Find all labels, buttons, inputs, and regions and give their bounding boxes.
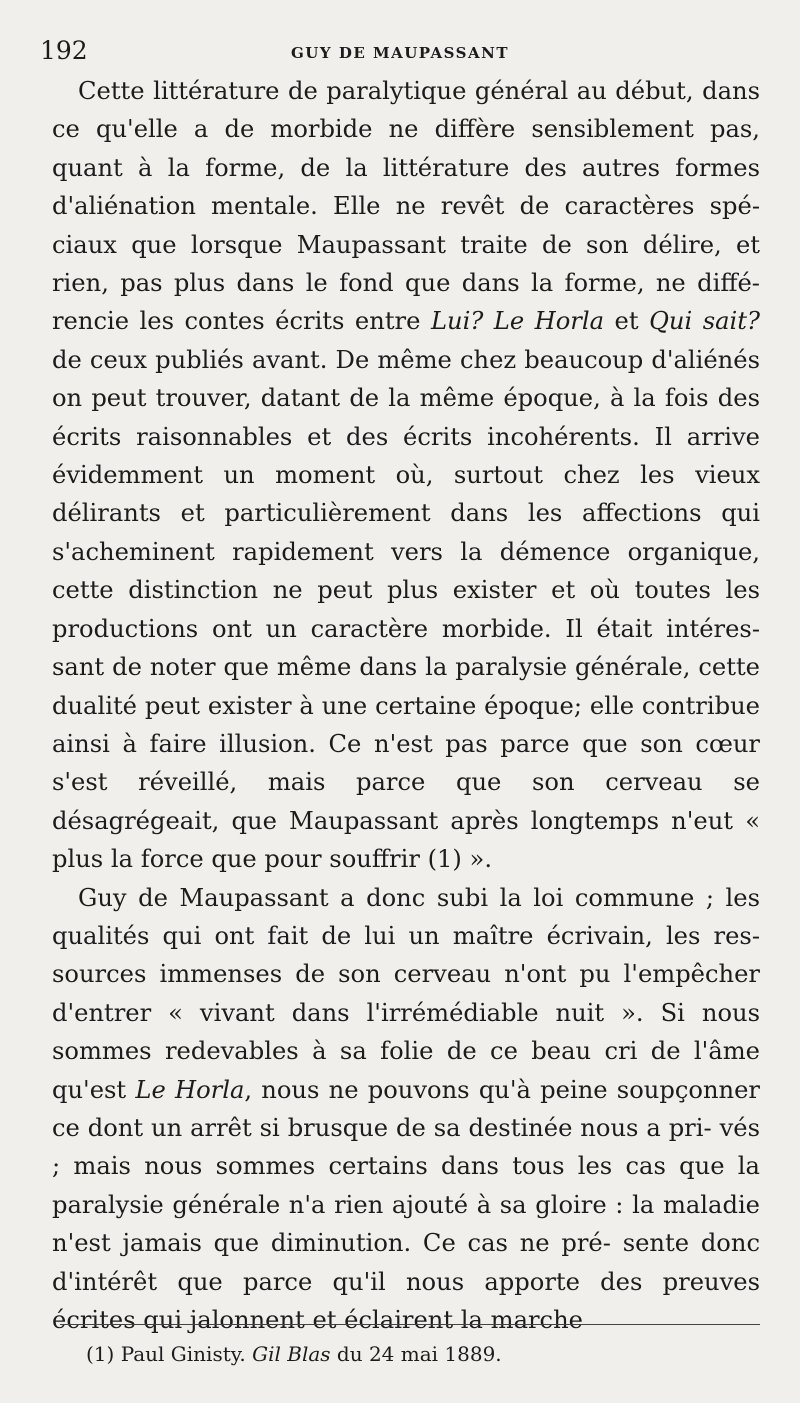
text-line: d'aliénation mentale. Elle ne revêt de caractères spé- — [52, 192, 760, 221]
italic-title-le-horla: Le Horla — [135, 1075, 245, 1104]
footnote-divider — [60, 1324, 760, 1325]
text-line: ce dont un arrêt si brusque de sa destinée nous a pri- — [52, 1113, 712, 1142]
footnote-italic-source: Gil Blas — [252, 1342, 331, 1366]
text-line: désagrégeait, que Maupassant après longtemps n'eut — [52, 806, 734, 835]
text-line: preuves écrites qui jalonnent et éclairent la marche — [52, 1267, 760, 1334]
text-line: vés ; mais nous sommes certains dans tous les cas — [52, 1113, 760, 1181]
text-run — [483, 307, 494, 335]
text-line: contribue ainsi à faire illusion. Ce n'est pas parce que — [52, 691, 760, 758]
text-line — [52, 1076, 760, 1104]
text-line: d'entrer « vivant dans l'irrémédiable nuit ». Si nous — [52, 998, 760, 1027]
text-line: de ceux publiés avant. De même chez beaucoup d'aliénés — [52, 345, 760, 374]
footnote — [86, 1342, 502, 1366]
text-line: quant à la forme, de la littérature des autres formes — [52, 153, 760, 182]
text-line — [52, 307, 760, 335]
body-text — [52, 72, 760, 1339]
text-line: dans ce qu'elle a de morbide ne diffère sensiblement pas, — [52, 77, 760, 144]
text-line: Guy de Maupassant a donc subi la loi commune ; les — [78, 883, 760, 912]
text-run: et — [604, 307, 650, 336]
text-line: qualités qui ont fait de lui un maître écrivain, les res- — [52, 921, 760, 950]
footnote-text: (1) Paul Ginisty. — [86, 1342, 253, 1366]
text-line: cette dualité peut exister à une certaine époque; elle — [52, 653, 760, 720]
running-head — [40, 32, 760, 72]
paragraph-2 — [52, 879, 760, 1340]
text-line: la maladie n'est jamais que diminution. Ce cas ne pré- — [52, 1190, 760, 1258]
italic-title-lui: Lui? — [430, 307, 484, 336]
text-line: ciaux que lorsque Maupassant traite de son délire, et — [52, 230, 760, 259]
text-line: Cette littérature de paralytique général au début, — [78, 77, 694, 105]
page-number: 192 — [40, 36, 88, 65]
text-line: sant de noter que même dans la paralysie générale, — [52, 653, 691, 682]
paragraph-1 — [52, 72, 760, 879]
text-line: sente donc d'intérêt que parce qu'il nous apporte des — [52, 1229, 760, 1296]
text-run: rencie les contes écrits entre — [52, 307, 431, 336]
text-run: qu'est — [52, 1075, 136, 1104]
text-line: « plus la force que pour souffrir (1) ». — [52, 806, 760, 874]
text-line: sources immenses de son cerveau n'ont pu l'empêcher — [52, 960, 760, 989]
italic-title-le-horla: Le Horla — [493, 307, 605, 336]
text-line: arrive évidemment un moment où, surtout chez les — [52, 422, 760, 490]
running-title: GUY DE MAUPASSANT — [291, 44, 509, 62]
footnote-date: du 24 mai 1889. — [330, 1342, 502, 1366]
text-run: , nous ne pouvons qu'à peine soupçonner — [244, 1075, 760, 1104]
text-line: que la paralysie générale n'a rien ajouté à sa gloire : — [52, 1152, 760, 1219]
italic-title-qui-sait: Qui sait? — [649, 307, 760, 336]
text-line: vieux délirants et particulièrement dans les affections — [52, 461, 760, 528]
text-line: rien, pas plus dans le fond que dans la forme, ne diffé- — [52, 269, 760, 298]
text-line: sommes redevables à sa folie de ce beau cri de l'âme — [52, 1037, 760, 1066]
text-line: on peut trouver, datant de la même époque, à la fois — [52, 384, 709, 413]
text-line: qui s'acheminent rapidement vers la démence organique, — [52, 499, 760, 566]
text-line: cette distinction ne peut plus exister et où toutes les — [52, 576, 760, 605]
text-line: son cœur s'est réveillé, mais parce que son cerveau se — [52, 729, 760, 797]
text-line: productions ont un caractère morbide. Il était intéres- — [52, 614, 760, 643]
text-line: des écrits raisonnables et des écrits incohérents. Il — [52, 384, 760, 451]
